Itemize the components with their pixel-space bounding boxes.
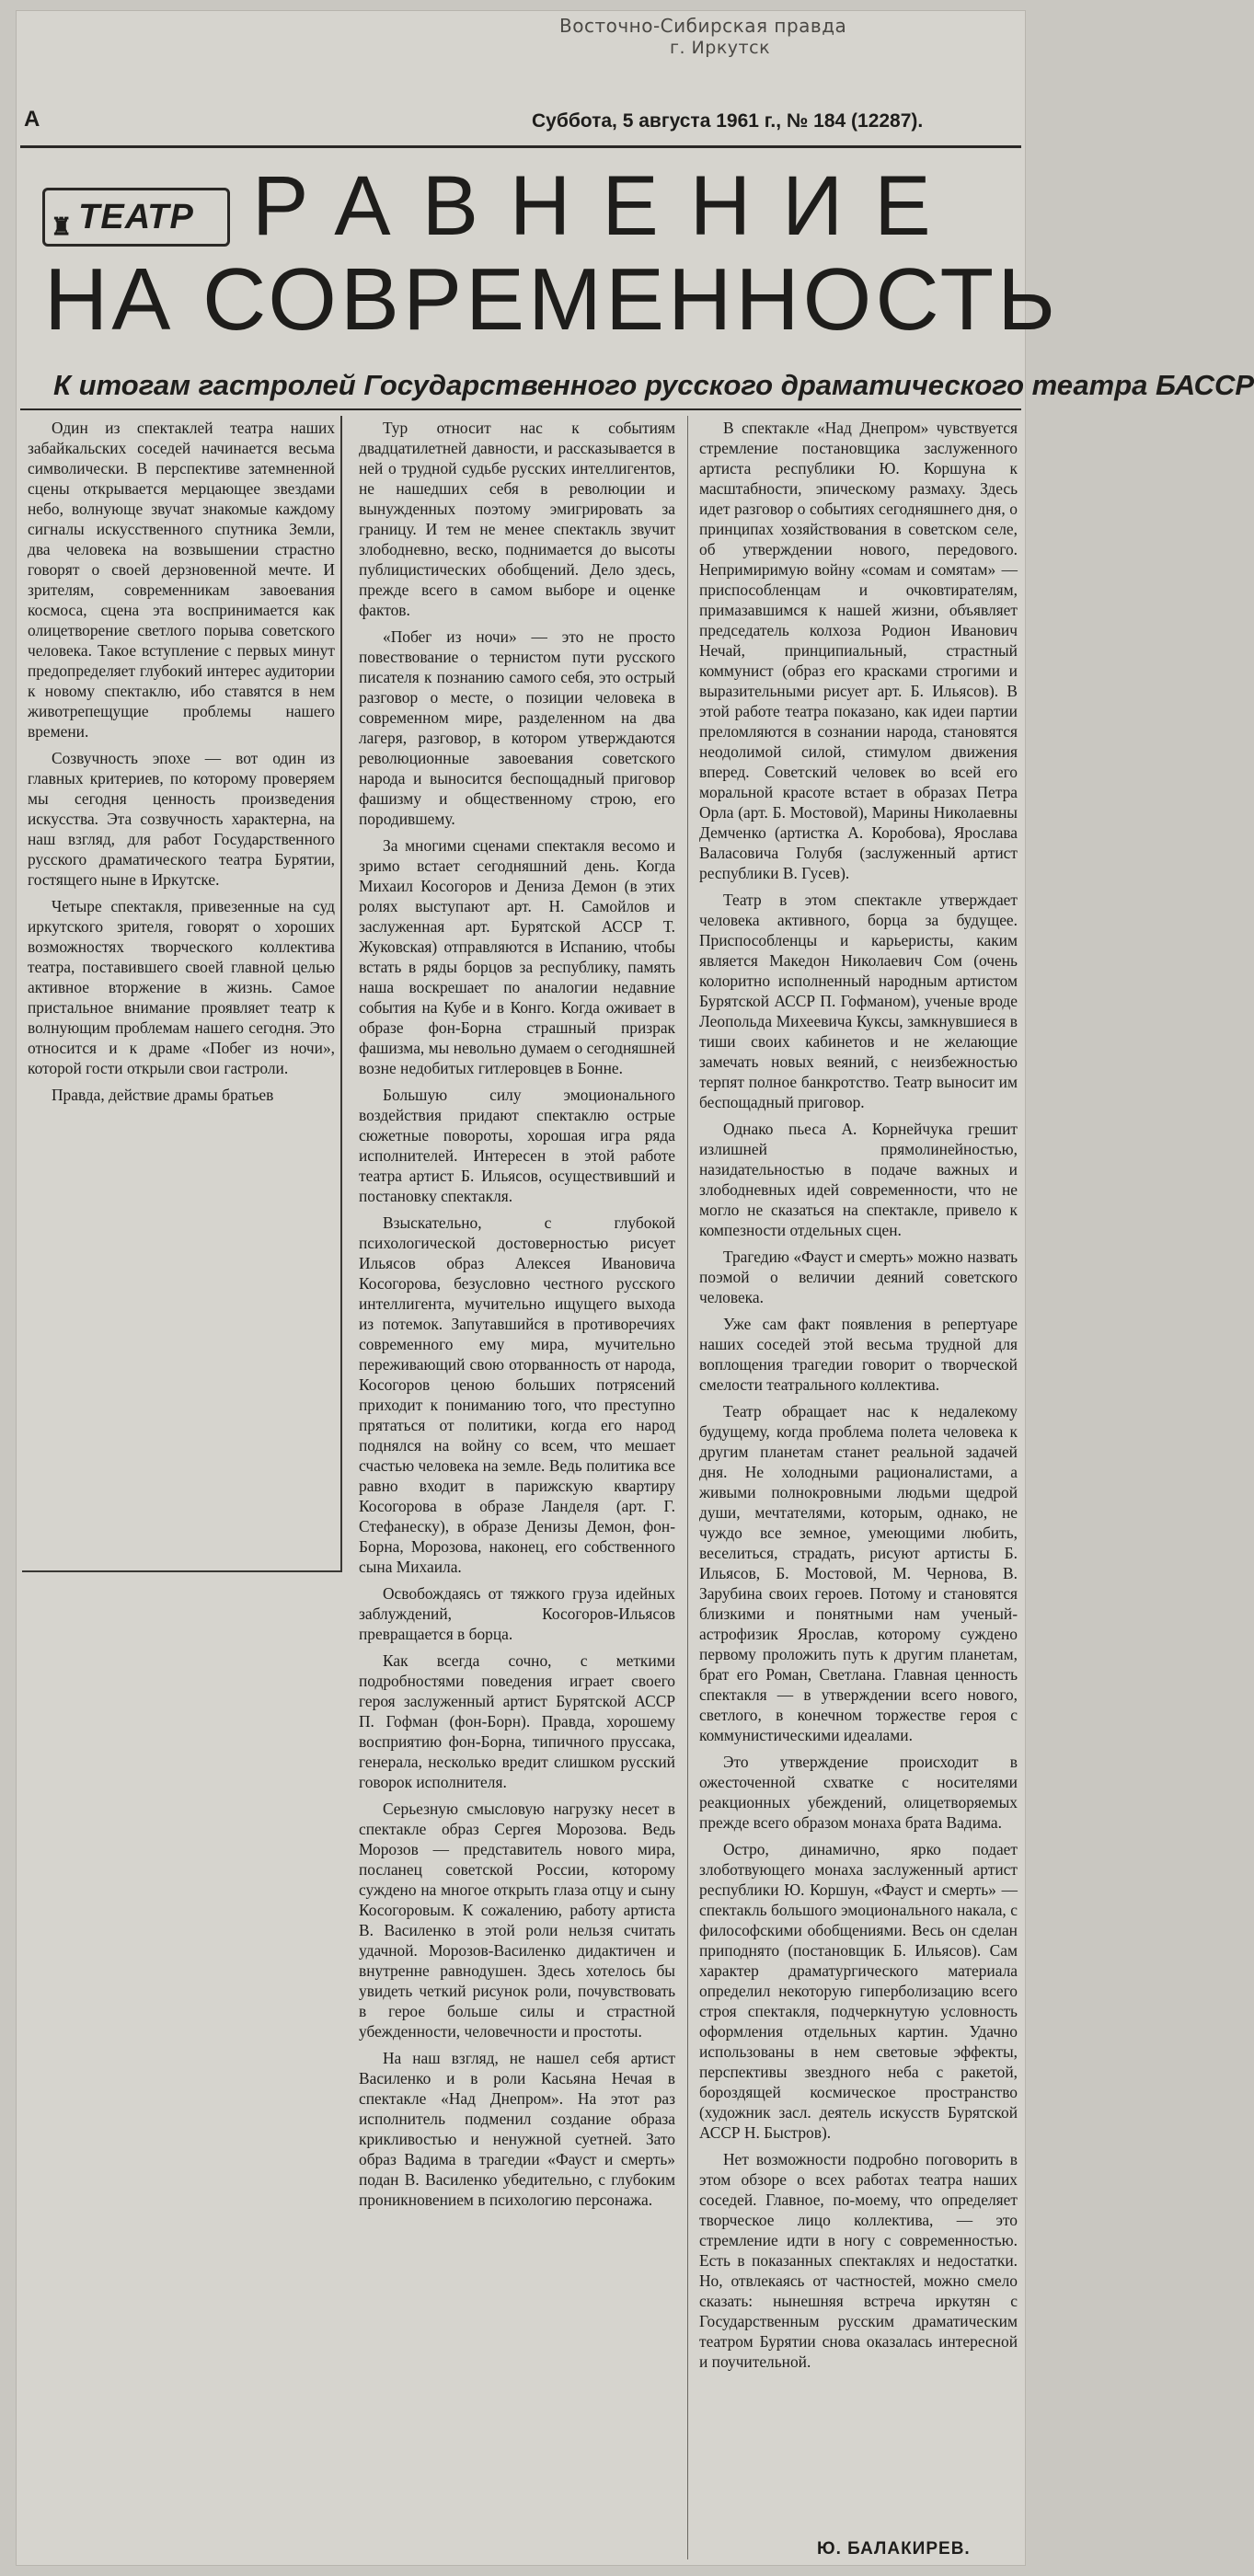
paragraph: Остро, динамично, ярко подает злоботвующего монаха заслуженный артист республики Ю. Коршун, «Фауст и смерть» — спектакль большого эмоционального накала, с философскими обобщениями. Весь он сделан приподнято (постановщик Б. Ильясов). Сам характер драматургического материала определил некоторую гиперболизацию всего строя спектакля, подчеркнутую условность оформления отдельных картин. Удачно использованы в нем световые эффекты, перспективы звездного неба с ракетой, бороздящей космическое пространство (художник засл. деятель искусств Бурятской АССР Н. Быстров). <box>699 1840 1018 2142</box>
paragraph: Уже сам факт появления в репертуаре наших соседей этой весьма трудной для воплощения трагедии говорит о творческой смелости театрального коллектива. <box>699 1315 1018 1394</box>
paragraph: На наш взгляд, не нашел себя артист Василенко и в роли Касьяна Нечая в спектакле «Над Днепром». На этот раз исполнитель подменил создание образа крикливостью и ненужной суетней. Зато образ Вадима в трагедии «Фауст и смерть» подан В. Василенко убедительно, с глубоким проникновением в психологию персонажа. <box>359 2049 675 2209</box>
theatre-mask-icon: ♜ <box>51 213 74 240</box>
column-divider-2 <box>687 416 688 2559</box>
paragraph: Тур относит нас к событиям двадцатилетней давности, и рассказывается в ней о трудной судьбе русских интеллигентов, не нашедших себя в революции и вынужденных поэтому эмигрировать за границу. И тем не менее спектакль звучит злободневно, веско, поднимается до высоты публицистических обобщений. Дело здесь, прежде всего в самом выборе и оценке фактов. <box>359 419 675 619</box>
paragraph: Однако пьеса А. Корнейчука грешит излишней прямолинейностью, назидательностью в подаче важных и злободневных идей современности, что не могло не сказаться на спектакле, привело к компезности отдельных сцен. <box>699 1120 1018 1239</box>
paragraph: «Побег из ночи» — это не просто повествование о тернистом пути русского писателя к познанию самого себя, это острый разговор о месте, о позиции человека в современном мире, разделенном на два лагеря, разговор, в котором утверждаются революционные завоевания советского народа и выносится беспощадный приговор фашизму и общественному строю, его породившему. <box>359 627 675 828</box>
paragraph: Правда, действие драмы братьев <box>52 1086 274 1104</box>
paragraph: Взыскательно, с глубокой психологической достоверностью рисует Ильясов образ Алексея Ивановича Косогорова, безусловно честного русского интеллигента, мучительно ищущего выхода из потемок. Запутавшийся в противоречиях современного ему мира, мучительно переживающий свою оторванность от народа, Косогоров ценою больших потрясений приходит к пониманию того, что преступно прятаться от политики, когда его народ поднялся на войну со всем, что мешает счастью человека на земле. Ведь политика все равно входит в парижскую квартиру Косогорова в образе Ланделя (арт. Г. Стефанеску), в образе Денизы Демон, фон-Борна, Морозова, наконец, его собственного сына Михаила. <box>359 1213 675 1576</box>
headline-line-1: РАВНЕНИЕ <box>252 159 962 253</box>
paragraph: Это утверждение происходит в ожесточенной схватке с носителями реакционных убеждений, олицетворяемых прежде всего образом монаха брата Вадима. <box>699 1753 1018 1832</box>
paragraph: Освобождаясь от тяжкого груза идейных заблуждений, Косогоров-Ильясов превращается в борца. <box>359 1584 675 1643</box>
paragraph: Трагедию «Фауст и смерть» можно назвать поэмой о величии деяний советского человека. <box>699 1248 1018 1306</box>
paragraph: В спектакле «Над Днепром» чувствуется стремление постановщика заслуженного артиста республики Ю. Коршуна к масштабности, эпическому размаху. Здесь идет разговор о событиях сегодняшнего дня, о принципах хозяйствования в советском селе, об утверждении нового, передового. Непримиримую войну «сомам и сомятам» — приспособленцам и очковтирателям, примазавшимся к нашей жизни, объявляет председатель колхоза Родион Иванович Нечай, принципиальный, страстный коммунист (образ его красками строгими и выразительными рисует арт. Б. Ильясов). В этой работе театра показано, как идеи партии преломляются в сознании народа, становятся неодолимой силой, стимулом движения вперед. Советский человек во всей его моральной красоте встает в образах Петра Орла (арт. Б. Мостовой), Марины Николаевны Демченко (артистка А. Коробова), Ярослава Валасовича Голубя (заслуженный артист республики В. Гусев). <box>699 419 1018 882</box>
issue-date-number: Суббота, 5 августа 1961 г., № 184 (12287). <box>532 110 924 132</box>
newspaper-name: Восточно-Сибирская правда <box>559 15 847 37</box>
article-column-1 <box>28 418 335 1111</box>
headline-line-2: НА СОВРЕМЕННОСТЬ <box>44 250 1060 349</box>
paragraph: Большую силу эмоционального воздействия придают спектаклю острые сюжетные повороты, хорошая игра ряда исполнителей. Интересен в этой работе театра артист Б. Ильясов, осуществивший и постановку спектакля. <box>359 1086 675 1205</box>
newspaper-stamp <box>559 15 846 59</box>
newspaper-city: г. Иркутск <box>670 38 771 58</box>
article-column-3 <box>699 418 1018 2378</box>
page-letter: А <box>24 107 40 132</box>
paragraph: Как всегда сочно, с меткими подробностями поведения играет своего героя заслуженный артист Бурятской АССР П. Гофман (фон-Борн). Правда, хорошему восприятию фон-Борна, типичного пруссака, генерала, несколько вредит слишком русский говорок исполнителя. <box>359 1651 675 1791</box>
paragraph: Театр обращает нас к недалекому будущему, когда проблема полета человека к другим планетам станет реальной задачей дня. Не холодными рационалистами, а живыми полнокровными людьми щедрой души, мечтателями, которым, однако, не чуждо все земное, умеющими любить, веселиться, страдать, рисуют артисты Б. Ильясов, Б. Мостовой, М. Чернова, В. Зарубина своих героев. Потому и становятся близкими и понятными нам ученый-астрофизик Ярослав, которому суждено первому проложить путь к другим планетам, брат его Роман, Светлана. Главная ценность спектакля — в утверждении всего нового, светлого, в конечном торжестве героя с коммунистическими идеалами. <box>699 1402 1018 1744</box>
subtitle-rule <box>20 408 1021 410</box>
paragraph: Созвучность эпохе — вот один из главных критериев, по которому проверяем мы сегодня ценность произведения искусства. Эта созвучность характерна, на наш взгляд, для работ Государственного русского драматического театра Бурятии, гостящего ныне в Иркутске. <box>28 749 335 889</box>
paragraph: Один из спектаклей театра наших забайкальских соседей начинается весьма символически. В перспективе затемненной сцены открывается мерцающее звездами небо, волнующе звучат знакомые каждому сигналы искусственного спутника Земли, два человека на возвышении страстно говорят о своей дерзновенной мечте. И зрителям, современникам завоевания космоса, сцена эта воспринимается как олицетворение светлого порыва советского человека. Такое вступление с первых минут предопределяет глубокий интерес аудитории к новому спектаклю, ибо ставятся в нем животрепещущие проблемы нашего времени. <box>28 419 335 741</box>
paragraph: Четыре спектакля, привезенные на суд иркутского зрителя, говорят о хороших возможностях творческого коллектива театра, поставившего своей главной целью активное вторжение в жизнь. Самое пристальное внимание проявляет театр к волнующим проблемам нашего сегодня. Это относится и к драме «Побег из ночи», которой гости открыли свои гастроли. <box>28 897 335 1077</box>
author-byline: Ю. БАЛАКИРЕВ. <box>817 2539 971 2559</box>
top-rule <box>20 145 1021 148</box>
paragraph: Серьезную смысловую нагрузку несет в спектакле образ Сергея Морозова. Ведь Морозов — представитель нового мира, посланец советской России, которому суждено на многое открыть глаза отцу и сыну Косогоровым. К сожалению, работу артиста В. Василенко в этой роли нельзя считать удачной. Морозов-Василенко дидактичен и внутренне равнодушен. Здесь хотелось бы увидеть четкий рисунок роли, почувствовать в герое больше силы и страстной убежденности, человечности и простоты. <box>359 1800 675 2041</box>
paragraph: Театр в этом спектакле утверждает человека активного, борца за будущее. Приспособленцы и карьеристы, каким является Македон Николаевич Сом (очень колоритно исполненный народным артистом Бурятской АССР П. Гофманом), ученые вроде Леопольда Михеевича Куксы, замкнувшиеся в тиши своих кабинетов и не желающие замечать новых веяний, с неизбежностью терпят полное банкротство. Театр выносит им беспощадный приговор. <box>699 891 1018 1111</box>
emblem-label: ТЕАТР <box>78 198 194 236</box>
theatre-emblem <box>42 188 230 247</box>
newspaper-page <box>17 11 1254 2565</box>
article-column-2 <box>359 418 675 2216</box>
article-subtitle: К итогам гастролей Государственного русского драматического театра БАССР <box>53 369 1254 401</box>
paragraph: За многими сценами спектакля весомо и зримо встает сегодняшний день. Когда Михаил Косогоров и Дениза Демон (в этих ролях выступают арт. Н. Самойлов и заслуженная арт. Бурятской АССР Т. Жуковская) отправляются в Испанию, чтобы встать в ряды борцов за республику, память наша воскрешает по аналогии недавние события на Кубе и в Конго. Когда оживает в образе фон-Борна страшный призрак фашизма, мы невольно думаем о сегодняшней возне недобитых гитлеровцев в Бонне. <box>359 836 675 1077</box>
paragraph: Нет возможности подробно поговорить в этом обзоре о всех работах театра наших соседей. Главное, по-моему, что определяет творческое лицо коллектива, — это стремление идти в ногу с современностью. Есть в показанных спектаклях и недостатки. Но, отвлекаясь от частностей, можно смело сказать: нынешняя встреча иркутян с Государственным русским драматическим театром Бурятии снова оказалась интересной и поучительной. <box>699 2150 1018 2371</box>
